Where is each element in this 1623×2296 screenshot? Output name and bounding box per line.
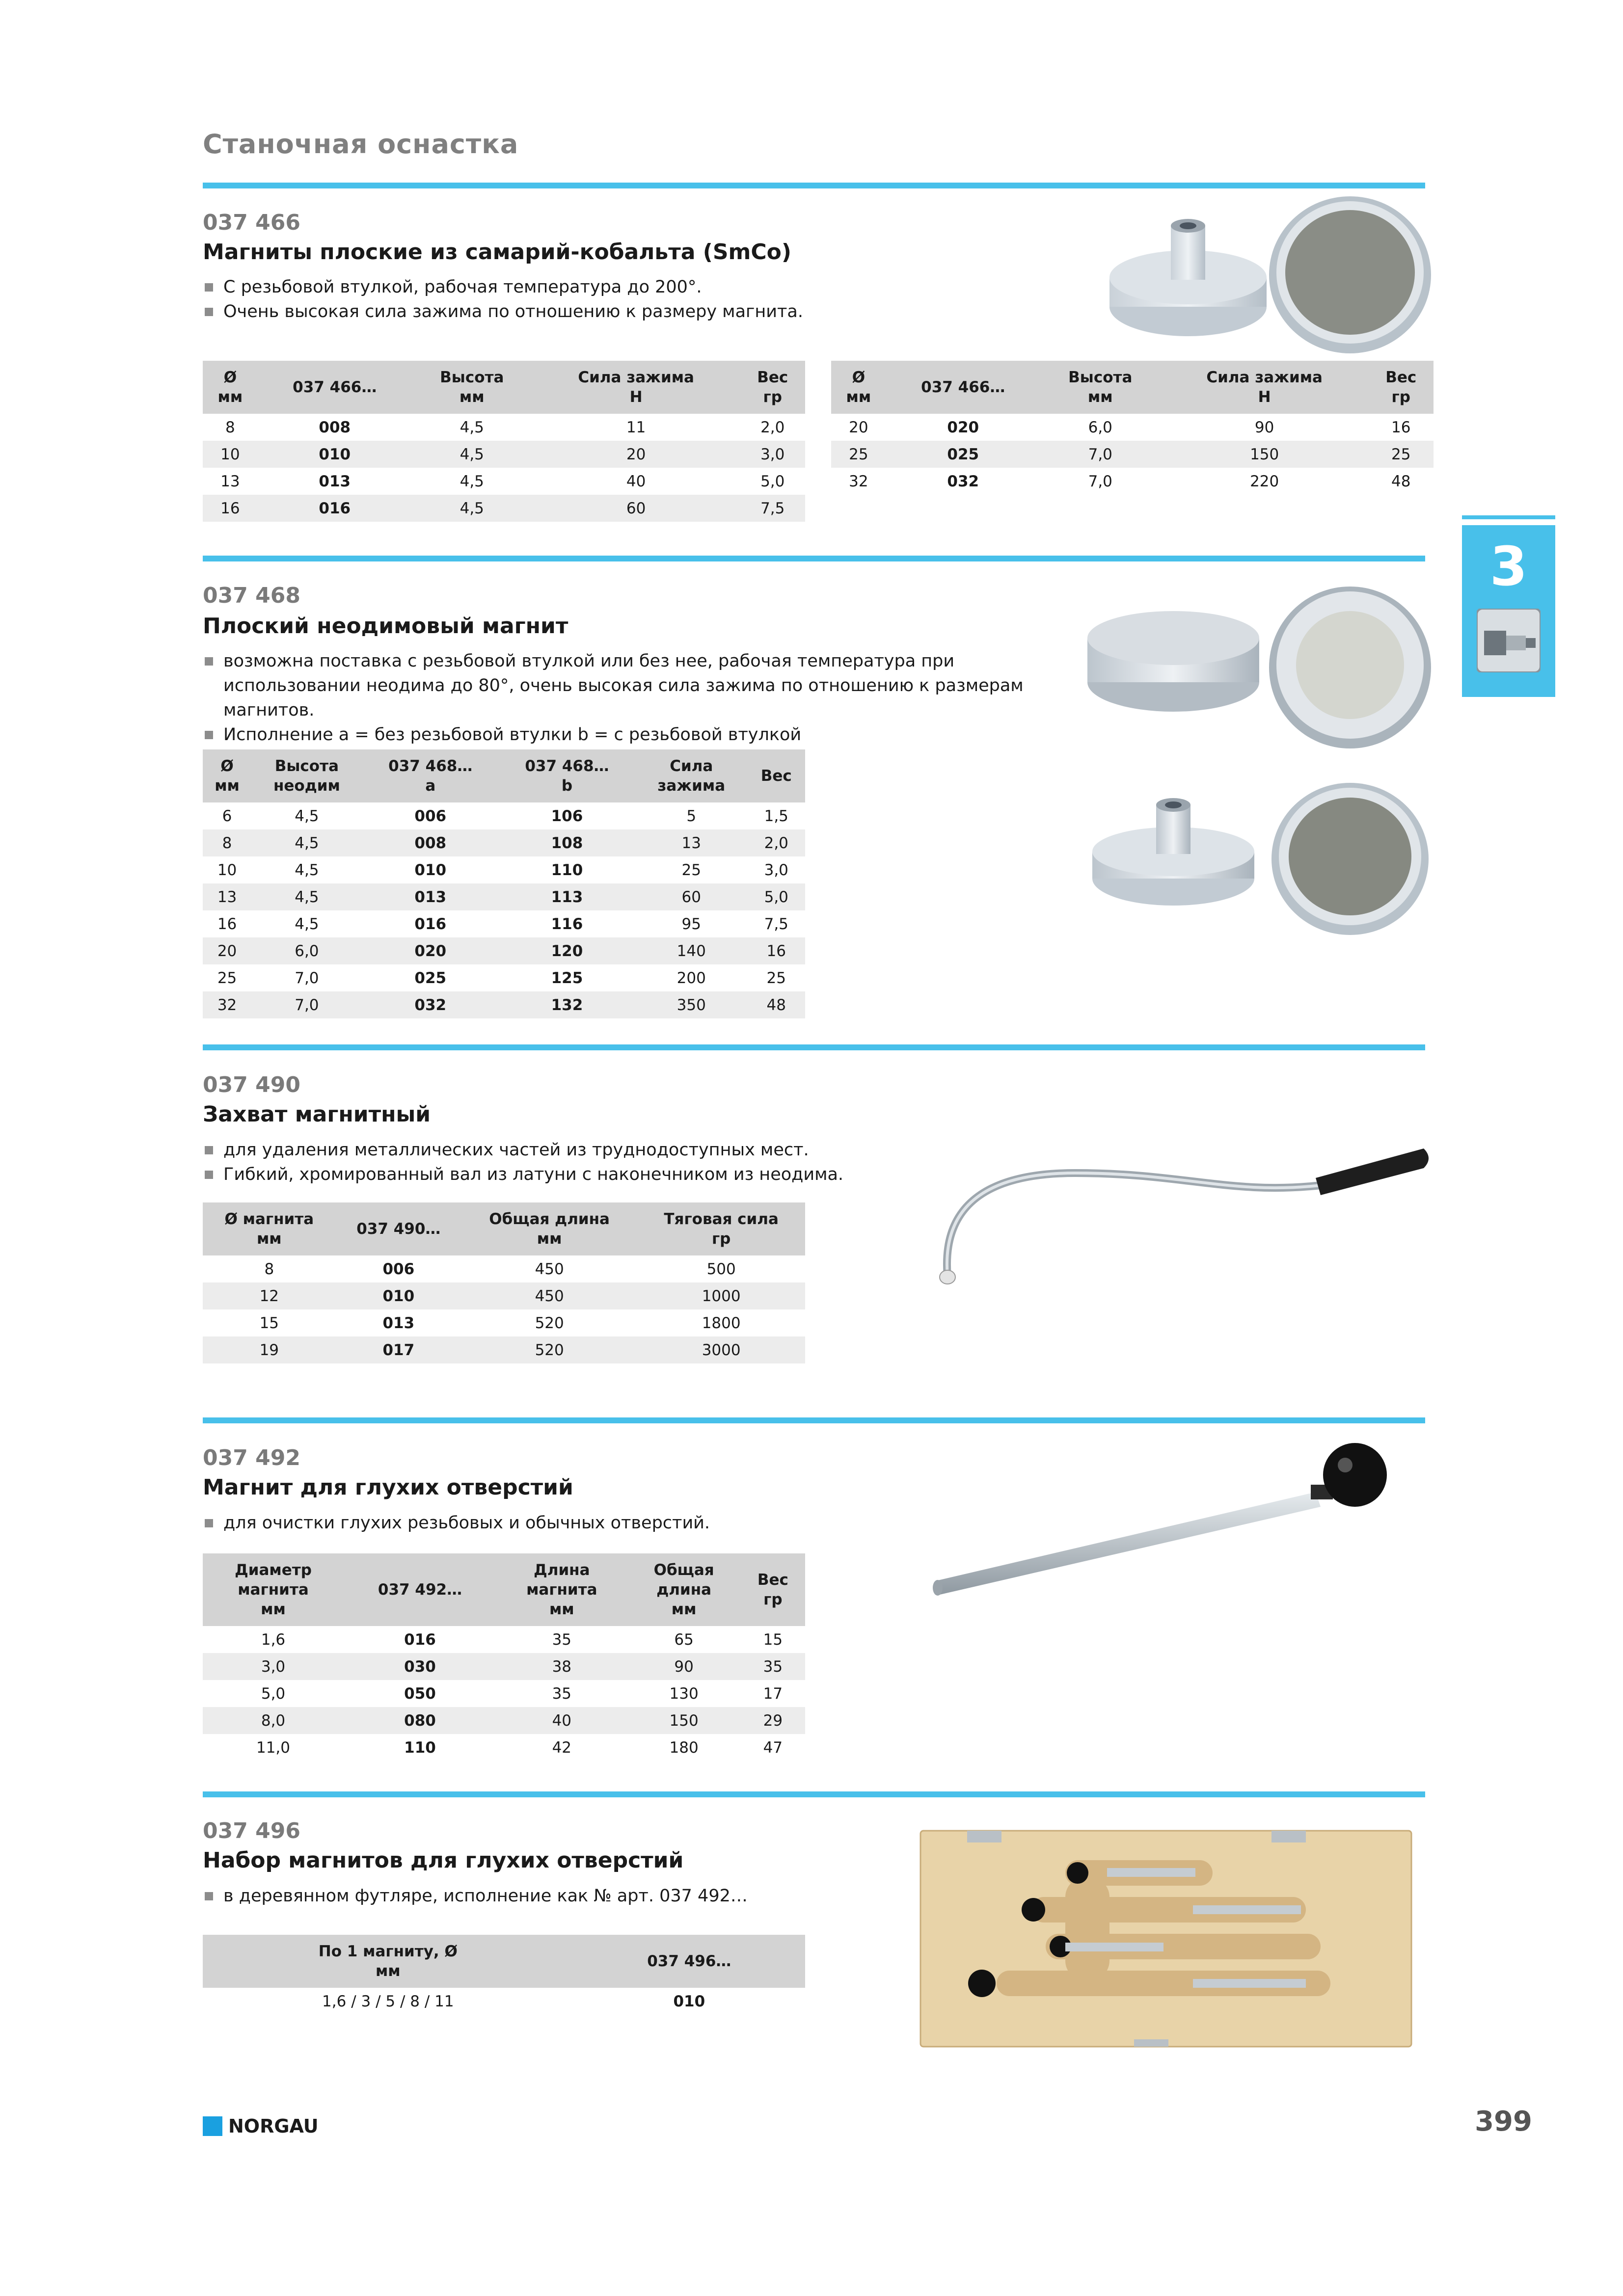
table-row	[203, 856, 805, 883]
table-cell: 5	[686, 807, 697, 825]
table-cell: 4,5	[295, 861, 319, 879]
table-cell: 5,0	[261, 1684, 286, 1703]
table-cell: 40	[496, 1707, 627, 1734]
table-row	[203, 468, 805, 495]
table-cell: 25	[766, 969, 786, 987]
column-header: 037 468… b	[499, 749, 635, 802]
column-header: Общая длина мм	[461, 1202, 637, 1255]
table-cell: 132	[499, 991, 635, 1018]
table-cell: 010	[258, 441, 412, 468]
table-cell: 20	[532, 441, 740, 468]
feature-item: С резьбовой втулкой, рабочая температура до 200°.	[203, 275, 1037, 299]
table-row	[203, 802, 805, 829]
table-cell: 4,5	[460, 472, 484, 490]
table-cell: 110	[551, 861, 583, 879]
column-header: Общая длина мм	[627, 1553, 741, 1626]
column-header: Длина магнита мм	[496, 1553, 627, 1626]
column-header: Вес гр	[741, 1553, 805, 1626]
table-cell: 006	[414, 807, 447, 825]
table-cell: 25	[217, 969, 237, 987]
table-cell: 7,5	[764, 915, 788, 933]
table-cell: 2,0	[760, 418, 785, 436]
table-cell: 006	[382, 1260, 415, 1278]
table-cell: 48	[1391, 472, 1411, 490]
table-cell: 29	[741, 1707, 805, 1734]
brand-name: NORGAU	[228, 2115, 319, 2137]
brand-logo	[203, 2115, 319, 2137]
table-cell: 20	[849, 418, 868, 436]
table-cell: 65	[674, 1630, 694, 1649]
section-divider	[203, 183, 1425, 188]
table-row	[203, 414, 805, 441]
feature-list	[203, 275, 1037, 324]
table-row	[203, 1336, 805, 1363]
table-cell: 35	[741, 1653, 805, 1680]
table-row	[203, 1309, 805, 1336]
table-cell: 10	[203, 441, 258, 468]
column-header: По 1 магниту, Ø мм	[203, 1935, 573, 1988]
table-cell: 140	[635, 937, 747, 964]
table-cell: 125	[551, 969, 583, 987]
table-cell: 4,5	[295, 807, 319, 825]
column-header: Ø магнита мм	[203, 1202, 336, 1255]
table-cell: 10	[217, 861, 237, 879]
table-cell: 11,0	[256, 1738, 291, 1757]
table-cell: 13	[635, 829, 747, 856]
table-cell: 42	[552, 1738, 572, 1757]
table-cell: 016	[404, 1630, 436, 1649]
page-number: 399	[1475, 2106, 1532, 2137]
table-cell: 013	[382, 1314, 415, 1332]
table-cell: 016	[258, 495, 412, 522]
table-cell: 90	[627, 1653, 741, 1680]
table-cell: 13	[203, 883, 251, 910]
table-cell: 350	[635, 991, 747, 1018]
column-header: Вес гр	[1368, 361, 1434, 414]
table-cell: 47	[763, 1738, 783, 1757]
product-name: Захват магнитный	[203, 1102, 431, 1127]
table-cell: 3,0	[203, 1653, 344, 1680]
feature-item: Гибкий, хромированный вал из латуни с наконечником из неодима.	[203, 1162, 1037, 1187]
table-cell: 90	[1254, 418, 1274, 436]
column-header: Сила зажима	[635, 749, 747, 802]
table-cell: 130	[669, 1684, 699, 1703]
table-cell: 4,5	[251, 883, 362, 910]
table-cell: 48	[748, 991, 806, 1018]
table-cell: 7,5	[740, 495, 805, 522]
table-cell: 008	[319, 418, 351, 436]
table-cell: 40	[626, 472, 646, 490]
table-cell: 7,0	[1088, 472, 1112, 490]
table-cell: 16	[203, 495, 258, 522]
product-name: Плоский неодимовый магнит	[203, 614, 568, 639]
table-cell: 6,0	[251, 937, 362, 964]
table-cell: 3,0	[740, 441, 805, 468]
table-cell: 106	[551, 807, 583, 825]
product-name: Набор магнитов для глухих отверстий	[203, 1848, 684, 1873]
article-code: 037 490	[203, 1072, 301, 1097]
table-cell: 12	[203, 1282, 336, 1309]
table-cell: 8	[225, 418, 235, 436]
feature-item: в деревянном футляре, исполнение как № арт. 037 492…	[203, 1884, 1037, 1908]
table-cell: 1,5	[764, 807, 788, 825]
table-cell: 4,5	[251, 829, 362, 856]
article-code: 037 466	[203, 210, 301, 235]
table-cell: 95	[681, 915, 701, 933]
table-cell: 500	[706, 1260, 736, 1278]
table-row	[831, 414, 1434, 441]
table-cell: 013	[362, 883, 499, 910]
table-cell: 1800	[702, 1314, 741, 1332]
feature-item: для удаления металлических частей из труднодоступных мест.	[203, 1138, 1037, 1162]
column-header: 037 468… a	[362, 749, 499, 802]
page-title: Станочная оснастка	[203, 129, 519, 160]
table-cell: 017	[336, 1336, 461, 1363]
table-cell: 2,0	[748, 829, 806, 856]
table-cell: 20	[203, 937, 251, 964]
table-cell: 080	[344, 1707, 496, 1734]
article-code: 037 492	[203, 1445, 301, 1470]
column-header: 037 466…	[886, 361, 1040, 414]
table-cell: 3,0	[764, 861, 788, 879]
table-cell: 8	[264, 1260, 274, 1278]
table-cell: 020	[947, 418, 979, 436]
table-cell: 113	[499, 883, 635, 910]
brand-square-icon	[203, 2116, 222, 2136]
table-row	[203, 1653, 805, 1680]
spec-table	[203, 1202, 805, 1363]
table-cell: 110	[404, 1738, 436, 1757]
table-row	[203, 1734, 805, 1761]
table-row	[203, 910, 805, 937]
table-cell: 17	[763, 1684, 783, 1703]
spec-table	[203, 361, 805, 522]
column-header: Сила зажима Н	[1161, 361, 1369, 414]
table-cell: 8,0	[203, 1707, 344, 1734]
chapter-tab-line	[1462, 515, 1555, 519]
table-cell: 4,5	[295, 915, 319, 933]
table-cell: 19	[203, 1336, 336, 1363]
table-cell: 180	[669, 1738, 699, 1757]
feature-item: Исполнение а = без резьбовой втулки b = с резьбовой втулкой	[203, 722, 1082, 747]
table-cell: 032	[947, 472, 979, 490]
table-cell: 520	[535, 1314, 564, 1332]
table-cell: 108	[499, 829, 635, 856]
table-cell: 220	[1250, 472, 1279, 490]
column-header: Тяговая сила гр	[637, 1202, 805, 1255]
column-header: Вес гр	[740, 361, 805, 414]
table-cell: 38	[496, 1653, 627, 1680]
table-cell: 13	[220, 472, 240, 490]
spec-table	[831, 361, 1434, 495]
table-cell: 32	[849, 472, 868, 490]
wooden-case-set-image	[918, 1816, 1419, 2052]
table-cell: 025	[414, 969, 447, 987]
table-cell: 010	[414, 861, 447, 879]
feature-list	[203, 1884, 1037, 1908]
spec-table	[203, 749, 805, 1018]
spec-table	[203, 1553, 805, 1761]
table-cell: 16	[748, 937, 806, 964]
column-header: Диаметр магнита мм	[203, 1553, 344, 1626]
table-cell: 60	[532, 495, 740, 522]
table-cell: 25	[831, 441, 886, 468]
table-row	[203, 1988, 805, 2015]
table-cell: 7,0	[251, 991, 362, 1018]
neodymium-magnet-image	[1085, 584, 1438, 952]
feature-list	[203, 1138, 1037, 1187]
column-header: 037 496…	[573, 1935, 805, 1988]
table-row	[203, 1255, 805, 1282]
table-cell: 16	[217, 915, 237, 933]
table-cell: 032	[362, 991, 499, 1018]
table-cell: 6	[222, 807, 232, 825]
table-cell: 60	[635, 883, 747, 910]
feature-list	[203, 649, 1082, 747]
column-header: Ø мм	[203, 361, 258, 414]
table-row	[203, 829, 805, 856]
table-cell: 25	[681, 861, 701, 879]
table-cell: 8	[203, 829, 251, 856]
column-header: Ø мм	[203, 749, 251, 802]
table-cell: 3000	[637, 1336, 805, 1363]
table-cell: 4,5	[412, 495, 532, 522]
column-header: Вес	[748, 749, 806, 802]
table-row	[203, 991, 805, 1018]
table-row	[203, 1626, 805, 1653]
column-header: Сила зажима Н	[532, 361, 740, 414]
chapter-number: 3	[1489, 535, 1528, 598]
column-header: Ø мм	[831, 361, 886, 414]
chapter-tab[interactable]	[1462, 525, 1555, 697]
magnetic-pickup-image	[928, 1129, 1438, 1296]
table-row	[203, 883, 805, 910]
table-cell: 116	[551, 915, 583, 933]
table-cell: 016	[414, 915, 447, 933]
column-header: 037 490…	[336, 1202, 461, 1255]
section-divider	[203, 1044, 1425, 1050]
section-divider	[203, 556, 1425, 561]
column-header: Высота мм	[412, 361, 532, 414]
table-cell: 11	[626, 418, 646, 436]
table-cell: 200	[676, 969, 706, 987]
table-cell: 16	[1391, 418, 1411, 436]
smco-magnet-image	[1105, 196, 1438, 358]
feature-item: Очень высокая сила зажима по отношению к размеру магнита.	[203, 299, 1037, 324]
table-cell: 050	[404, 1684, 436, 1703]
table-cell: 025	[886, 441, 1040, 468]
table-cell: 150	[627, 1707, 741, 1734]
table-cell: 32	[203, 991, 251, 1018]
table-cell: 013	[319, 472, 351, 490]
table-cell: 1000	[637, 1282, 805, 1309]
lathe-chuck-icon	[1477, 609, 1541, 672]
section-divider	[203, 1791, 1425, 1797]
table-cell: 6,0	[1088, 418, 1112, 436]
product-name: Магнит для глухих отверстий	[203, 1475, 573, 1500]
table-row	[203, 1707, 805, 1734]
article-code: 037 468	[203, 583, 301, 608]
table-cell: 7,0	[295, 969, 319, 987]
table-row	[203, 937, 805, 964]
table-cell: 15	[763, 1630, 783, 1649]
table-cell: 35	[552, 1684, 572, 1703]
table-cell: 4,5	[412, 441, 532, 468]
table-cell: 7,0	[1040, 441, 1161, 468]
table-row	[831, 441, 1434, 468]
section-divider	[203, 1417, 1425, 1423]
article-code: 037 496	[203, 1818, 301, 1843]
spec-table	[203, 1935, 805, 2015]
table-cell: 008	[362, 829, 499, 856]
table-cell: 020	[362, 937, 499, 964]
table-cell: 450	[461, 1282, 637, 1309]
column-header: Высота неодим	[251, 749, 362, 802]
table-row	[203, 964, 805, 991]
table-cell: 150	[1161, 441, 1369, 468]
table-cell: 450	[535, 1260, 564, 1278]
table-cell: 030	[344, 1653, 496, 1680]
table-cell: 1,6 / 3 / 5 / 8 / 11	[322, 1992, 454, 2010]
table-cell: 25	[1368, 441, 1434, 468]
table-cell: 35	[552, 1630, 572, 1649]
table-row	[203, 1282, 805, 1309]
feature-item: для очистки глухих резьбовых и обычных отверстий.	[203, 1511, 1037, 1535]
table-cell: 010	[673, 1992, 705, 2010]
table-cell: 010	[336, 1282, 461, 1309]
column-header: 037 466…	[258, 361, 412, 414]
table-cell: 120	[499, 937, 635, 964]
table-cell: 4,5	[460, 418, 484, 436]
table-cell: 520	[461, 1336, 637, 1363]
table-row	[203, 495, 805, 522]
table-row	[203, 441, 805, 468]
table-cell: 15	[259, 1314, 279, 1332]
feature-list	[203, 1511, 1037, 1535]
column-header: 037 492…	[344, 1553, 496, 1626]
table-row	[203, 1680, 805, 1707]
blind-hole-magnet-image	[928, 1438, 1438, 1615]
product-name: Магниты плоские из самарий-кобальта (SmCo)	[203, 240, 791, 265]
table-cell: 1,6	[261, 1630, 286, 1649]
column-header: Высота мм	[1040, 361, 1161, 414]
table-cell: 5,0	[748, 883, 806, 910]
feature-item: возможна поставка с резьбовой втулкой или без нее, рабочая температура при использовании неодима до 80°, очень высокая сила зажима по отношению к размерам магнитов.	[203, 649, 1082, 722]
table-cell: 5,0	[760, 472, 785, 490]
table-row	[831, 468, 1434, 495]
